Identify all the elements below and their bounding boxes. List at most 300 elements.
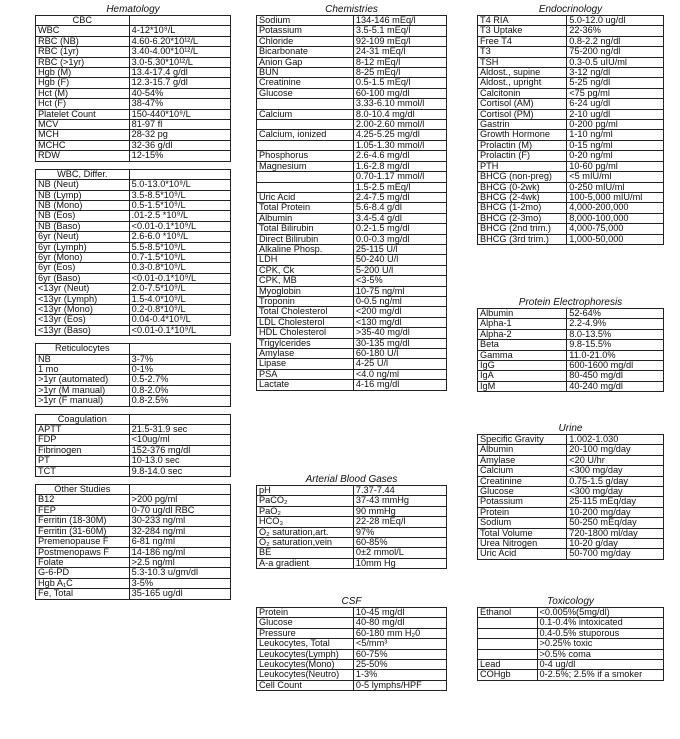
table-header: Coagulation	[36, 414, 130, 424]
table-row	[36, 57, 231, 67]
test-name: Cell Count	[257, 680, 354, 690]
table-row	[257, 338, 447, 348]
table-row	[257, 608, 447, 618]
table-row	[36, 211, 231, 221]
reference-range: 1.05-1.30 mmol/l	[353, 140, 446, 150]
table-row	[257, 496, 447, 506]
table-row	[36, 221, 231, 231]
table-header-row	[36, 169, 231, 179]
test-name: Aldost., supine	[478, 68, 567, 78]
table-row	[257, 649, 447, 659]
test-name: Hgb (F)	[36, 78, 130, 88]
reference-range: 6-81 ng/ml	[129, 537, 230, 547]
reference-range: 5-200 U/l	[353, 265, 446, 275]
reference-range: >0.25% toxic	[537, 639, 663, 649]
reference-range: 10-45 mg/dl	[353, 608, 446, 618]
test-name: Free T4	[478, 36, 567, 46]
table-row	[478, 192, 664, 202]
table-row	[478, 507, 664, 517]
table-row	[257, 517, 447, 527]
reference-range: 134-146 mEq/l	[353, 16, 446, 26]
test-name: Myoglobin	[257, 286, 354, 296]
test-name: CPK, MB	[257, 276, 354, 286]
table-row	[478, 445, 664, 455]
table-row	[36, 495, 231, 505]
table-row	[257, 203, 447, 213]
reference-range: 12.3-15.7 g/dl	[129, 78, 230, 88]
test-name: FEP	[36, 505, 130, 515]
table-header-blank	[129, 414, 230, 424]
table-row	[36, 537, 231, 547]
reference-range: 0.4-0.5% stuporous	[537, 628, 663, 638]
test-name: Fe, Total	[36, 589, 130, 599]
table-row	[36, 47, 231, 57]
test-name: Sodium	[478, 518, 567, 528]
test-name: Ferritin (18-30M)	[36, 516, 130, 526]
reference-range: 80-450 mg/dl	[567, 371, 664, 381]
table-row	[478, 309, 664, 319]
table-row	[257, 244, 447, 254]
reference-range: 0.5-2.7%	[129, 375, 230, 385]
test-name: NB (Eos)	[36, 211, 130, 221]
reference-range: 0-0.5 ng/ml	[353, 296, 446, 306]
test-name: NB (Lymp)	[36, 190, 130, 200]
reference-range: 60-100 mg/dl	[353, 88, 446, 98]
test-name: Sodium	[257, 16, 354, 26]
test-name: Lead	[478, 660, 538, 670]
table-row	[478, 78, 664, 88]
table-row	[257, 506, 447, 516]
reference-range: 100-5,000 mIU/ml	[567, 192, 664, 202]
test-name	[478, 639, 538, 649]
table-row	[36, 242, 231, 252]
reference-range: 0-70 ug/dl RBC	[129, 505, 230, 515]
reference-table	[256, 607, 447, 691]
table-row	[257, 140, 447, 150]
table-row	[257, 182, 447, 192]
protein-section	[477, 297, 664, 392]
reference-range: 2.6-4.6 mg/dl	[353, 151, 446, 161]
test-name: NB (Baso)	[36, 221, 130, 231]
table-row	[478, 140, 664, 150]
reference-range: 12-15%	[129, 151, 230, 161]
test-name: 6yr (Lymph)	[36, 242, 130, 252]
reference-range: 92-109 mEq/l	[353, 36, 446, 46]
reference-range: 25-115 mEq/day	[567, 497, 664, 507]
reference-range: <75 pg/ml	[567, 88, 664, 98]
table-row	[478, 628, 664, 638]
abg-title: Arterial Blood Gases	[305, 474, 398, 485]
reference-range: 25-115 U/l	[353, 244, 446, 254]
reference-table	[256, 485, 447, 569]
reference-range: 2-10 ug/dl	[567, 109, 664, 119]
reference-range: 40-240 mg/dl	[567, 381, 664, 391]
test-name: MCHC	[36, 140, 130, 150]
test-name: BE	[257, 548, 354, 558]
test-name: <13yr (Lymph)	[36, 294, 130, 304]
test-name: A-a gradient	[257, 558, 354, 568]
table-row	[478, 26, 664, 36]
reference-table	[477, 15, 664, 245]
test-name: Potassium	[478, 497, 567, 507]
table-row	[257, 307, 447, 317]
reference-range: 10mm Hg	[353, 558, 446, 568]
test-name: BHCG (2nd trim.)	[478, 224, 567, 234]
reference-range: 0.5-1.5*10⁹/L	[129, 200, 230, 210]
table-row	[36, 456, 231, 466]
reference-range: 90 mmHg	[353, 506, 446, 516]
test-name: WBC	[36, 26, 130, 36]
test-name: Leukocytes(Lymph)	[257, 649, 354, 659]
reference-range: 8.0-10.4 mg/dl	[353, 109, 446, 119]
reference-range: 50-700 mg/day	[567, 549, 664, 559]
table-row	[36, 365, 231, 375]
urine-section	[477, 423, 664, 560]
reference-range: 22-36%	[567, 26, 664, 36]
reference-range: 0-1%	[129, 365, 230, 375]
reference-range: 8,000-100,000	[567, 213, 664, 223]
table-row	[36, 557, 231, 567]
test-name: Chloride	[257, 36, 354, 46]
test-name: Leukocytes, Total	[257, 639, 354, 649]
table-row	[257, 224, 447, 234]
reference-range: 0-15 ng/ml	[567, 140, 664, 150]
reference-range: 5.0-13.0*10⁹/L	[129, 180, 230, 190]
reference-range: 0-200 pg/ml	[567, 120, 664, 130]
reference-range: >0.5% coma	[537, 649, 663, 659]
table-row	[478, 68, 664, 78]
reference-range: 0.3-0.8*10⁹/L	[129, 263, 230, 273]
reference-range: 30-233 ng/ml	[129, 516, 230, 526]
reference-range: 8-25 mEq/l	[353, 68, 446, 78]
test-name: Glucose	[257, 618, 354, 628]
test-name: Protein	[478, 507, 567, 517]
reference-range: 0-2.5%; 2.5% if a smoker	[537, 670, 663, 680]
table-row	[478, 151, 664, 161]
table-row	[36, 385, 231, 395]
test-name: Protein	[257, 608, 354, 618]
table-header-row	[36, 414, 231, 424]
reference-range: 2.0-7.5*10⁹/L	[129, 284, 230, 294]
reference-range: 35-165 ug/dl	[129, 589, 230, 599]
table-row	[36, 304, 231, 314]
table-row	[36, 232, 231, 242]
reference-table	[35, 15, 231, 162]
reference-range: 4.60-6.20*10¹²/L	[129, 36, 230, 46]
table-row	[257, 88, 447, 98]
table-row	[478, 649, 664, 659]
table-row	[257, 255, 447, 265]
test-name: BHCG (non-preg)	[478, 172, 567, 182]
test-name: Glucose	[257, 88, 354, 98]
test-name: Total Volume	[478, 528, 567, 538]
test-name: Platelet Count	[36, 109, 130, 119]
reference-table	[477, 308, 664, 392]
table-row	[257, 276, 447, 286]
test-name: Bicarbonate	[257, 47, 354, 57]
reference-range: >2.5 ng/ml	[129, 557, 230, 567]
reference-range: 150-440*10⁹/L	[129, 109, 230, 119]
reference-range: 0.0-0.3 mg/dl	[353, 234, 446, 244]
table-row	[257, 16, 447, 26]
table-row	[36, 578, 231, 588]
reference-range: <0.005%(5mg/dl)	[537, 608, 663, 618]
table-row	[36, 200, 231, 210]
test-name: Direct Bilirubin	[257, 234, 354, 244]
table-row	[36, 325, 231, 335]
table-row	[257, 36, 447, 46]
reference-range: 10-60 pg/ml	[567, 161, 664, 171]
table-row	[257, 265, 447, 275]
table-row	[36, 589, 231, 599]
table-row	[257, 99, 447, 109]
reference-range: 5.6-8.4 g/dl	[353, 203, 446, 213]
test-name: >1yr (F manual)	[36, 396, 130, 406]
test-name: BHCG (1-2mo)	[478, 203, 567, 213]
urine-table	[477, 434, 664, 560]
reference-range: .01-2.5 *10⁹/L	[129, 211, 230, 221]
reference-table	[256, 15, 447, 391]
reference-table	[35, 484, 231, 599]
table-row	[478, 120, 664, 130]
test-name: Gamma	[478, 350, 567, 360]
table-row	[36, 109, 231, 119]
reference-range: 3.4-5.4 g/dl	[353, 213, 446, 223]
test-name: Total Bilirubin	[257, 224, 354, 234]
table-row	[36, 315, 231, 325]
reference-range: 8-12 mEq/l	[353, 57, 446, 67]
reference-range: <300 mg/day	[567, 466, 664, 476]
toxicology-section	[477, 596, 664, 681]
test-name: G-6-PD	[36, 568, 130, 578]
reference-range: 60-75%	[353, 649, 446, 659]
test-name: Glucose	[478, 487, 567, 497]
reference-range: 3-12 ng/dl	[567, 68, 664, 78]
test-name: NB	[36, 354, 130, 364]
test-name: Uric Acid	[478, 549, 567, 559]
reference-range: 0-250 mIU/ml	[567, 182, 664, 192]
reference-range: <0.01-0.1*10⁹/L	[129, 325, 230, 335]
test-name: Amylase	[478, 455, 567, 465]
reference-range: 5-25 ng/dl	[567, 78, 664, 88]
test-name: Potassium	[257, 26, 354, 36]
test-name: Total Cholesterol	[257, 307, 354, 317]
table-row	[257, 78, 447, 88]
reference-range: 600-1600 mg/dl	[567, 361, 664, 371]
reference-range: 0±2 mmol/L	[353, 548, 446, 558]
test-name: Troponin	[257, 296, 354, 306]
reference-range: <4.0 ng/ml	[353, 369, 446, 379]
reference-range: <3-5%	[353, 276, 446, 286]
reference-range: 0.2-0.8*10⁹/L	[129, 304, 230, 314]
table-header: Other Studies	[36, 485, 130, 495]
reference-range: 20-100 mg/day	[567, 445, 664, 455]
reference-range: 2.2-4.9%	[567, 319, 664, 329]
test-name: NB (Mono)	[36, 200, 130, 210]
reference-range: 0.1-0.4% intoxicated	[537, 618, 663, 628]
table-row	[478, 639, 664, 649]
table-row	[36, 140, 231, 150]
test-name: Aldost., upright	[478, 78, 567, 88]
test-name: Gastrin	[478, 120, 567, 130]
test-name: Beta	[478, 340, 567, 350]
reference-range: 22-28 mEq/l	[353, 517, 446, 527]
reference-range: <5/mm³	[353, 639, 446, 649]
reference-range: 9.8-14.0 sec	[129, 466, 230, 476]
table-row	[257, 286, 447, 296]
reference-range: 1-3%	[353, 670, 446, 680]
table-row	[478, 161, 664, 171]
test-name	[257, 140, 354, 150]
table-row	[36, 26, 231, 36]
reference-range: 0.8-2.5%	[129, 396, 230, 406]
table-row	[36, 294, 231, 304]
table-row	[257, 670, 447, 680]
test-name: Hct (M)	[36, 88, 130, 98]
table-row	[478, 172, 664, 182]
test-name: Trigylcerides	[257, 338, 354, 348]
reference-table	[35, 414, 231, 477]
table-row	[257, 109, 447, 119]
test-name: 6yr (Baso)	[36, 273, 130, 283]
endocrinology-table	[477, 15, 664, 245]
test-name: Alpha-2	[478, 329, 567, 339]
reference-range: 720-1800 ml/day	[567, 528, 664, 538]
test-name: Postmenopaws F	[36, 547, 130, 557]
table-row	[478, 329, 664, 339]
test-name	[257, 172, 354, 182]
test-name: <13yr (Neut)	[36, 284, 130, 294]
table-row	[257, 120, 447, 130]
endocrinology-title: Endocrinology	[538, 4, 603, 15]
test-name: Hgb (M)	[36, 68, 130, 78]
table-row	[478, 371, 664, 381]
test-name: PSA	[257, 369, 354, 379]
reference-range: 3.40-4.00*10¹²/L	[129, 47, 230, 57]
reference-range: 24-31 mEq/l	[353, 47, 446, 57]
chemistries-table	[256, 15, 447, 391]
reference-range: 50-250 mEq/day	[567, 518, 664, 528]
table-row	[478, 381, 664, 391]
table-row	[36, 190, 231, 200]
test-name	[257, 99, 354, 109]
table-row	[478, 350, 664, 360]
test-name: TSH	[478, 57, 567, 67]
table-row	[478, 608, 664, 618]
test-name: Alkaline Phosp.	[257, 244, 354, 254]
table-header-row	[36, 344, 231, 354]
reference-range: 1.6-2.8 mg/dl	[353, 161, 446, 171]
reference-range: 32-284 ng/ml	[129, 526, 230, 536]
endocrinology-section	[477, 4, 664, 245]
hematology-section	[35, 4, 231, 600]
table-row	[478, 88, 664, 98]
reference-range: 50-240 U/l	[353, 255, 446, 265]
table-row	[478, 528, 664, 538]
test-name: CPK, Ck	[257, 265, 354, 275]
abg-section	[256, 474, 447, 569]
test-name: RBC (>1yr)	[36, 57, 130, 67]
reference-range: 0.5-1.5 mEq/l	[353, 78, 446, 88]
reference-range: <10ug/ml	[129, 435, 230, 445]
test-name: Folate	[36, 557, 130, 567]
test-name: Hgb A₁C	[36, 578, 130, 588]
reference-range: 11.0-21.0%	[567, 350, 664, 360]
table-row	[257, 296, 447, 306]
test-name: HCO₃	[257, 517, 354, 527]
table-row	[257, 639, 447, 649]
test-name: Creatinine	[257, 78, 354, 88]
table-row	[478, 130, 664, 140]
table-header: Reticulocytes	[36, 344, 130, 354]
reference-range: 1-10 ng/ml	[567, 130, 664, 140]
test-name	[478, 618, 538, 628]
table-row	[36, 68, 231, 78]
test-name: <13yr (Eos)	[36, 315, 130, 325]
reference-range: 10-13.0 sec	[129, 456, 230, 466]
test-name: Growth Hormone	[478, 130, 567, 140]
reference-range: 3.5-5.1 mEq/l	[353, 26, 446, 36]
table-row	[257, 558, 447, 568]
test-name: RBC (1yr)	[36, 47, 130, 57]
reference-range: 40-54%	[129, 88, 230, 98]
test-name: Uric Acid	[257, 192, 354, 202]
table-row	[257, 26, 447, 36]
test-name: Phosphorus	[257, 151, 354, 161]
test-name: PaO₂	[257, 506, 354, 516]
table-row	[257, 359, 447, 369]
table-row	[257, 213, 447, 223]
test-name: Albumin	[478, 445, 567, 455]
table-header-blank	[129, 344, 230, 354]
test-name: BHCG (2-4wk)	[478, 192, 567, 202]
test-name: >1yr (automated)	[36, 375, 130, 385]
test-name: T3	[478, 47, 567, 57]
reference-range: 10-20 g/day	[567, 539, 664, 549]
table-header-row	[36, 485, 231, 495]
table-row	[478, 16, 664, 26]
table-row	[36, 435, 231, 445]
test-name: O₂ saturation,vein	[257, 538, 354, 548]
table-row	[478, 109, 664, 119]
reference-range: 0.04-0.4*10⁹/L	[129, 315, 230, 325]
table-row	[257, 660, 447, 670]
test-name: LDH	[257, 255, 354, 265]
table-row	[36, 445, 231, 455]
reference-range: 5.0-12.0 ug/dl	[567, 16, 664, 26]
reference-range: 60-180 mm H₂0	[353, 628, 446, 638]
reference-range: 1,000-50,000	[567, 234, 664, 244]
table-row	[478, 466, 664, 476]
abg-table	[256, 485, 447, 569]
table-row	[257, 538, 447, 548]
test-name: O₂ saturation,art.	[257, 527, 354, 537]
table-row	[36, 88, 231, 98]
table-row	[36, 130, 231, 140]
test-name: pH	[257, 486, 354, 496]
reference-range: 0.70-1.17 mmol/l	[353, 172, 446, 182]
test-name: Cortisol (AM)	[478, 99, 567, 109]
reference-range: 4-12*10⁹/L	[129, 26, 230, 36]
test-name: FDP	[36, 435, 130, 445]
test-name: Albumin	[257, 213, 354, 223]
table-row	[36, 516, 231, 526]
table-row	[257, 618, 447, 628]
reference-range: 1.5-4.0*10⁹/L	[129, 294, 230, 304]
test-name: RBC (NB)	[36, 36, 130, 46]
table-row	[36, 526, 231, 536]
reference-range: 13.4-17.4 g/dl	[129, 68, 230, 78]
